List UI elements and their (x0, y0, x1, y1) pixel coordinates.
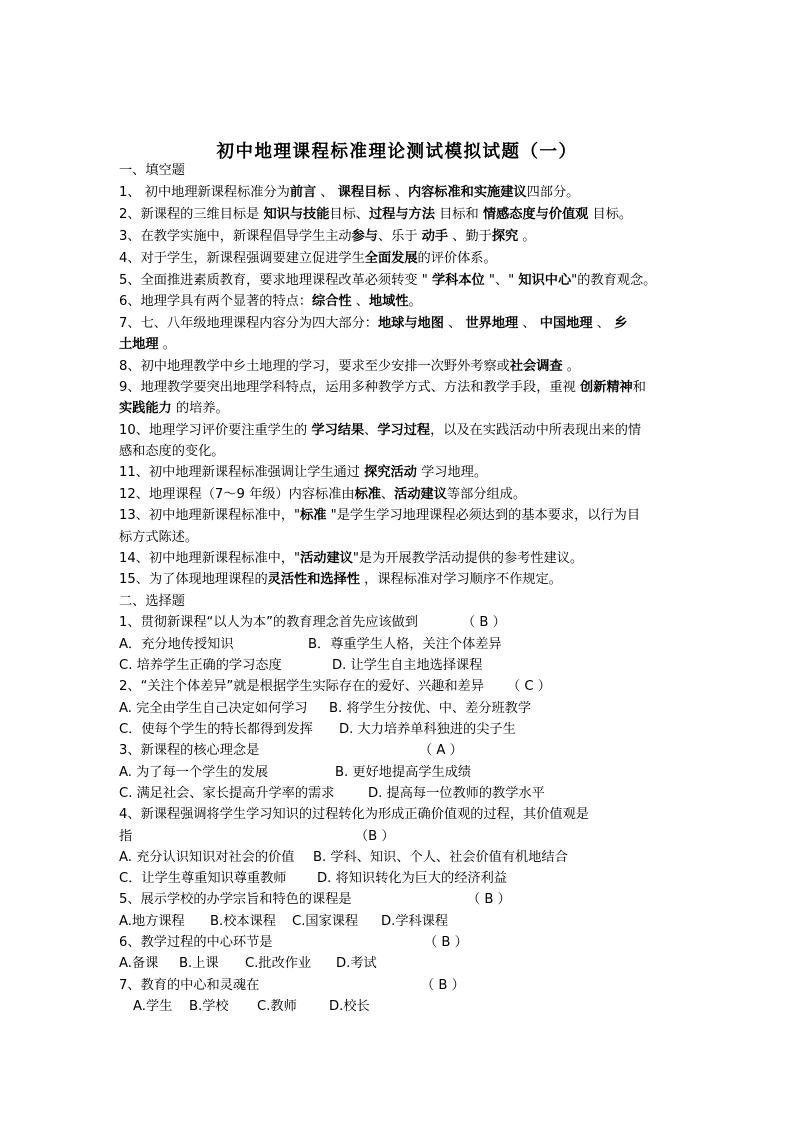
option: B. 将学生分按优、中、差分班教学 (329, 701, 532, 716)
q-text: 。 (408, 294, 422, 309)
fill-question-2 (119, 207, 719, 223)
option: D.学科课程 (381, 914, 449, 929)
choice-options-2a (119, 701, 719, 717)
q-text: 目标。 (588, 207, 633, 222)
option: C．使每个学生的特长都得到发挥 (119, 722, 313, 737)
fill-question-14 (119, 551, 719, 567)
q-text: 、 (592, 316, 615, 331)
q-text: 。 (518, 229, 536, 244)
answer-text: 实践能力 (119, 401, 172, 416)
answer-text: 活动建议 (394, 487, 447, 502)
q-text: 13、初中地理新课程标准中，" (119, 508, 301, 523)
answer-text: 情感态度与价值观 (482, 207, 589, 222)
q-text: 14、初中地理新课程标准中，" (119, 551, 301, 566)
choice-options-3a (119, 765, 719, 781)
fill-question-9-cont (119, 401, 719, 417)
q-text: 、乐于 (377, 229, 422, 244)
option: B．尊重学生人格，关注个体差异 (308, 637, 502, 652)
option: D.考试 (336, 956, 377, 971)
fill-question-5 (119, 273, 719, 289)
choice-options-4a (119, 850, 719, 866)
answer-text: （ A ） (419, 743, 463, 758)
choice-options-1b (119, 658, 719, 674)
option: A. 完全由学生自己决定如何学习 (119, 701, 308, 716)
answer-text: 活动建议 (300, 551, 353, 566)
answer-text: （ B ） (467, 892, 511, 907)
choice-options-4b (119, 871, 719, 887)
fill-question-10 (119, 423, 719, 439)
answer-text: 中国地理 (539, 316, 593, 331)
fill-question-7 (119, 316, 719, 332)
option: A．充分地传授知识 (119, 637, 234, 652)
answer-text: 标准 (300, 508, 327, 523)
answer-text: 前言 (289, 185, 317, 200)
option: C. 满足社会、家长提高升学率的需求 (119, 786, 335, 801)
choice-question-1 (119, 615, 719, 631)
q-stem: 1、贯彻新课程“以人为本”的教育理念首先应该做到 (119, 615, 418, 630)
q-text: "是学生学习地理课程必须达到的基本要求，以行为目 (326, 508, 641, 523)
q-text: 学习地理。 (416, 465, 488, 480)
answer-text: 内容标准和实施建议 (407, 185, 527, 200)
fill-question-10-cont (119, 444, 719, 460)
answer-text: （ C ） (507, 679, 551, 694)
choice-question-4 (119, 807, 719, 823)
q-text: "、" (484, 273, 519, 288)
q-text: ，课程标准对学习顺序不作规定。 (359, 572, 562, 587)
answer-text: 全面发展 (364, 251, 418, 266)
q-text: 和 (632, 380, 646, 395)
q-stem: 5、展示学校的办学宗旨和特色的课程是 (119, 892, 352, 907)
choice-question-4-cont (119, 829, 719, 845)
q-text: 4、对于学生，新课程强调要建立促进学生 (119, 251, 365, 266)
fill-question-3 (119, 229, 719, 245)
answer-text: 创新精神 (579, 380, 633, 395)
q-text: 8、初中地理教学中乡土地理的学习，要求至少安排一次野外考察或 (119, 359, 510, 374)
q-text: 、 (364, 423, 378, 438)
answer-text: 灵活性和选择性 (267, 572, 360, 587)
choice-options-2b (119, 722, 719, 738)
option: D. 提高每一位教师的教学水平 (368, 786, 545, 801)
answer-text: 乡 (614, 316, 628, 331)
answer-text: 探究活动 (364, 465, 417, 480)
answer-text: 知识与技能 (263, 207, 330, 222)
option: D. 大力培养单科独进的尖子生 (339, 722, 516, 737)
choice-options-6 (119, 956, 719, 972)
choice-question-7 (119, 978, 719, 994)
answer-text: （B ） (355, 829, 395, 844)
q-text: 5、全面推进素质教育，要求地理课程改革必须转变 " (119, 273, 432, 288)
q-text: 、 (518, 316, 540, 331)
fill-question-15 (119, 572, 719, 588)
answer-text: 动手 (421, 229, 449, 244)
q-stem: 6、教学过程的中心环节是 (119, 935, 273, 950)
answer-text: （ B ） (424, 935, 468, 950)
answer-text: （ B ） (421, 978, 465, 993)
fill-question-6 (119, 294, 719, 310)
q-text: 6、地理学具有两个显著的特点： (119, 294, 313, 309)
answer-text: 世界地理 (465, 316, 519, 331)
option: A. 充分认识知识对社会的价值 (119, 850, 295, 865)
choice-question-2 (119, 679, 719, 695)
option: B.学校 (189, 999, 229, 1014)
choice-options-1a (119, 637, 719, 653)
q-stem: 指 (119, 829, 133, 844)
option: B. 更好地提高学生成绩 (335, 765, 472, 780)
fill-question-1 (119, 185, 719, 201)
page-title: 初中地理课程标准理论测试模拟试题（一） (216, 142, 578, 162)
q-text: 、 (316, 185, 338, 200)
q-stem: 2、“关注个体差异”就是根据学生实际存在的爱好、兴趣和差异 (119, 679, 484, 694)
answer-text: 知识中心 (518, 273, 572, 288)
q-text: 2、新课程的三维目标是 (119, 207, 264, 222)
option: C.批改作业 (245, 956, 312, 971)
answer-text: 土地理 (119, 337, 159, 352)
fill-heading: 一、填空题 (119, 163, 185, 178)
answer-text: 社会调查 (509, 359, 563, 374)
answer-text: 综合性 (312, 294, 352, 309)
option: C.国家课程 (292, 914, 359, 929)
answer-text: 探究 (491, 229, 519, 244)
answer-text: 学科本位 (431, 273, 485, 288)
q-text: 感和态度的变化。 (119, 444, 225, 459)
q-text: 、 (390, 185, 408, 200)
q-text: 1、 初中地理新课程标准分为 (119, 185, 290, 200)
choice-question-5 (119, 892, 719, 908)
answer-text: 地球与地图 (377, 316, 444, 331)
q-text: "的教育观念。 (571, 273, 657, 288)
choice-question-6 (119, 935, 719, 951)
q-text: 标方式陈述。 (119, 530, 199, 545)
q-text: 目标和 (434, 207, 483, 222)
answer-text: 标准 (354, 487, 381, 502)
q-text: 等部分组成。 (446, 487, 527, 502)
q-text: 的评价体系。 (417, 251, 497, 266)
q-text: 、 (443, 316, 466, 331)
answer-text: 学习结果 (311, 423, 365, 438)
option: C．让学生尊重知识尊重教师 (119, 871, 287, 886)
fill-question-8 (119, 359, 719, 375)
option: B. 学科、知识、个人、社会价值有机地结合 (313, 850, 568, 865)
q-stem: 3、新课程的核心理念是 (119, 743, 260, 758)
answer-text: 课程目标 (337, 185, 391, 200)
answer-text: 参与 (351, 229, 378, 244)
q-text: "是为开展教学活动提供的参考性建议。 (352, 551, 584, 566)
q-text: 9、地理教学要突出地理学科特点，运用多种教学方式、方法和教学手段，重视 (119, 380, 580, 395)
q-text: 11、初中地理新课程标准强调让学生通过 (119, 465, 365, 480)
q-text: 四部分。 (526, 185, 580, 200)
q-text: 15、为了体现地理课程的 (119, 572, 268, 587)
q-stem: 7、教育的中心和灵魂在 (119, 978, 260, 993)
fill-question-7-cont (119, 337, 719, 353)
q-text: 3、在教学实施中，新课程倡导学生主动 (119, 229, 352, 244)
q-text: 、 (351, 294, 369, 309)
q-text: 。 (562, 359, 580, 374)
q-text: ，以及在实践活动中所表现出来的情 (430, 423, 642, 438)
q-text: 、勤于 (448, 229, 492, 244)
choice-options-3b (119, 786, 719, 802)
option: A.地方课程 (119, 914, 185, 929)
answer-text: 地域性 (368, 294, 409, 309)
q-text: 目标、 (329, 207, 369, 222)
fill-question-9 (119, 380, 719, 396)
option: D. 将知识转化为巨大的经济利益 (317, 871, 507, 886)
fill-question-11 (119, 465, 719, 481)
q-text: 的培养。 (171, 401, 229, 416)
choice-question-3 (119, 743, 719, 759)
option: C.教师 (257, 999, 297, 1014)
answer-text: 学习过程 (377, 423, 431, 438)
q-text: 。 (158, 337, 176, 352)
q-text: 12、地理课程（7～9 年级）内容标准由 (119, 487, 355, 502)
option: A. 为了每一个学生的发展 (119, 765, 269, 780)
answer-text: 过程与方法 (368, 207, 435, 222)
q-stem: 4、新课程强调将学生学习知识的过程转化为形成正确价值观的过程，其价值观是 (119, 807, 589, 822)
option: A.备课 (119, 956, 159, 971)
fill-question-13-cont (119, 530, 719, 546)
option: C. 培养学生正确的学习态度 (119, 658, 282, 673)
q-text: 10、地理学习评价要注重学生的 (119, 423, 312, 438)
option: D.校长 (329, 999, 370, 1014)
option: A.学生 (133, 999, 173, 1014)
choice-heading: 二、选择题 (119, 594, 185, 609)
option: D. 让学生自主地选择课程 (332, 658, 483, 673)
fill-question-4 (119, 251, 719, 267)
answer-text: （ B ） (462, 615, 506, 630)
option: B.上课 (179, 956, 219, 971)
q-text: 、 (380, 487, 395, 502)
q-text: 7、七、八年级地理课程内容分为四大部分： (119, 316, 378, 331)
fill-question-12 (119, 487, 719, 503)
option: B.校本课程 (210, 914, 276, 929)
fill-question-13 (119, 508, 719, 524)
choice-options-5 (119, 914, 719, 930)
